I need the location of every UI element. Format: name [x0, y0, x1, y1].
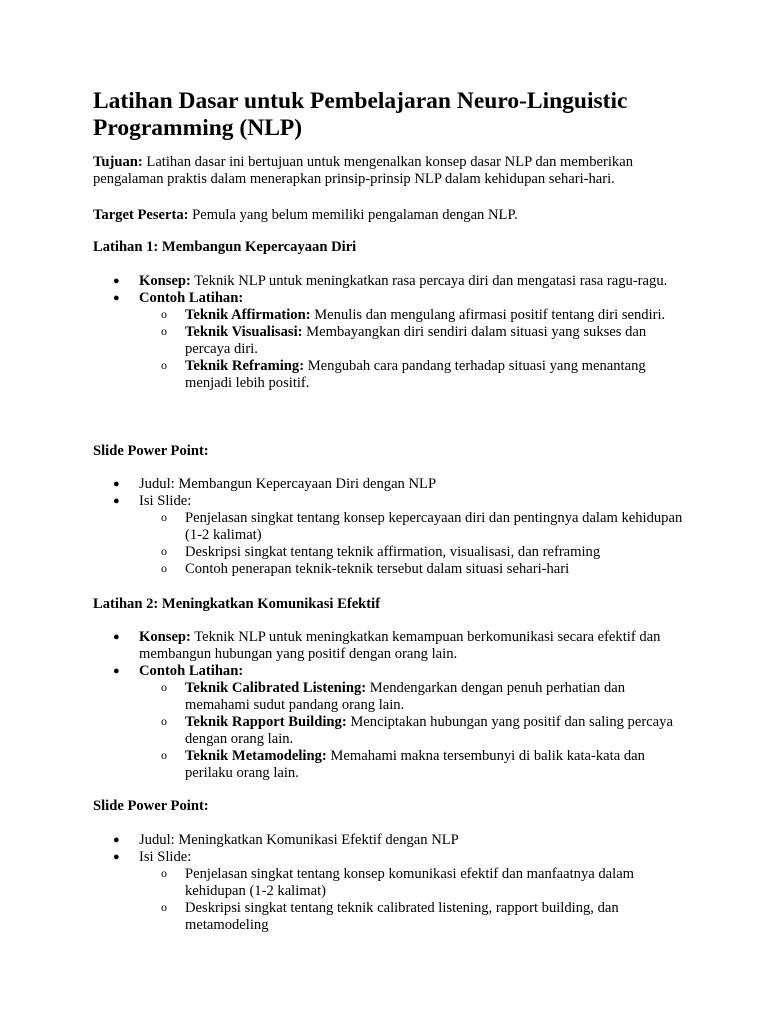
list-item: ● Isi Slide:: [113, 849, 192, 865]
latihan2-list: [93, 629, 683, 782]
sub-list-item: o Teknik Calibrated Listening: Mendengarkan dengan penuh perhatian dan memahami sudut pandang orang lain.: [161, 680, 626, 713]
bullet-circle: o: [161, 748, 167, 762]
bullet-circle: o: [161, 714, 167, 728]
bullet-circle: o: [161, 561, 167, 575]
target-text: Pemula yang belum memiliki pengalaman dengan NLP.: [188, 207, 518, 223]
latihan2-heading: Latihan 2: Meningkatkan Komunikasi Efektif: [93, 596, 381, 612]
sub-list-item: o Teknik Visualisasi: Membayangkan diri sendiri dalam situasi yang sukses dan percaya diri.: [161, 324, 647, 357]
bullet-circle: o: [161, 680, 167, 694]
tujuan-label: Tujuan:: [93, 154, 143, 170]
sub-list-item: o Teknik Affirmation: Menulis dan mengulang afirmasi positif tentang diri sendiri.: [161, 307, 666, 323]
list-item: ● Contoh Latihan:: [113, 663, 244, 679]
bullet-circle: o: [161, 358, 167, 372]
sub-list-item: o Contoh penerapan teknik-teknik tersebut dalam situasi sehari-hari: [161, 561, 570, 577]
sub-list-item: o Penjelasan singkat tentang konsep kepercayaan diri dan pentingnya dalam kehidupan (1-2 kalimat): [161, 510, 683, 543]
document-title: Latihan Dasar untuk Pembelajaran Neuro-Linguistic Programming (NLP): [93, 88, 628, 141]
slide1-list: [93, 476, 683, 578]
target-paragraph: [93, 207, 683, 224]
slide2-list: [93, 832, 683, 934]
bullet-circle: o: [161, 544, 167, 558]
bullet-disc: ●: [113, 495, 120, 507]
list-item: ● Konsep: Teknik NLP untuk meningkatkan rasa percaya diri dan mengatasi rasa ragu-ragu.: [113, 273, 668, 289]
sub-list-item: o Deskripsi singkat tentang teknik affirmation, visualisasi, dan reframing: [161, 544, 601, 560]
tujuan-paragraph: [93, 154, 683, 188]
bullet-disc: ●: [113, 275, 120, 287]
slide1-heading: Slide Power Point:: [93, 443, 209, 459]
latihan1-list: [93, 273, 683, 392]
list-item: ● Isi Slide:: [113, 493, 192, 509]
bullet-circle: o: [161, 307, 167, 321]
slide2-heading: Slide Power Point:: [93, 798, 209, 814]
bullet-disc: ●: [113, 665, 120, 677]
list-item: ● Judul: Meningkatkan Komunikasi Efektif dengan NLP: [113, 832, 459, 848]
bullet-circle: o: [161, 900, 167, 914]
sub-list-item: o Penjelasan singkat tentang konsep komunikasi efektif dan manfaatnya dalam kehidupan (1-2 kalimat): [161, 866, 635, 899]
sub-list-item: o Teknik Rapport Building: Menciptakan hubungan yang positif dan saling percaya dengan orang lain.: [161, 714, 673, 747]
sub-list-item: o Teknik Metamodeling: Memahami makna tersembunyi di balik kata-kata dan perilaku orang lain.: [161, 748, 645, 781]
bullet-disc: ●: [113, 631, 120, 643]
bullet-circle: o: [161, 510, 167, 524]
bullet-disc: ●: [113, 478, 120, 490]
tujuan-text: Latihan dasar ini bertujuan untuk mengenalkan konsep dasar NLP dan memberikan pengalaman praktis dalam menerapkan prinsip-prinsip NLP dalam kehidupan sehari-hari.: [93, 154, 633, 187]
latihan1-heading: Latihan 1: Membangun Kepercayaan Diri: [93, 239, 357, 255]
list-item: ● Contoh Latihan:: [113, 290, 244, 306]
bullet-circle: o: [161, 324, 167, 338]
bullet-disc: ●: [113, 834, 120, 846]
target-label: Target Peserta:: [93, 207, 189, 223]
list-item: ● Konsep: Teknik NLP untuk meningkatkan kemampuan berkomunikasi secara efektif dan membangun hubungan yang positif dengan orang lain.: [113, 629, 661, 662]
bullet-circle: o: [161, 866, 167, 880]
bullet-disc: ●: [113, 851, 120, 863]
sub-list-item: o Teknik Reframing: Mengubah cara pandang terhadap situasi yang menantang menjadi lebih positif.: [161, 358, 646, 391]
sub-list-item: o Deskripsi singkat tentang teknik calibrated listening, rapport building, dan metamodeling: [161, 900, 619, 933]
bullet-disc: ●: [113, 292, 120, 304]
list-item: ● Judul: Membangun Kepercayaan Diri dengan NLP: [113, 476, 437, 492]
